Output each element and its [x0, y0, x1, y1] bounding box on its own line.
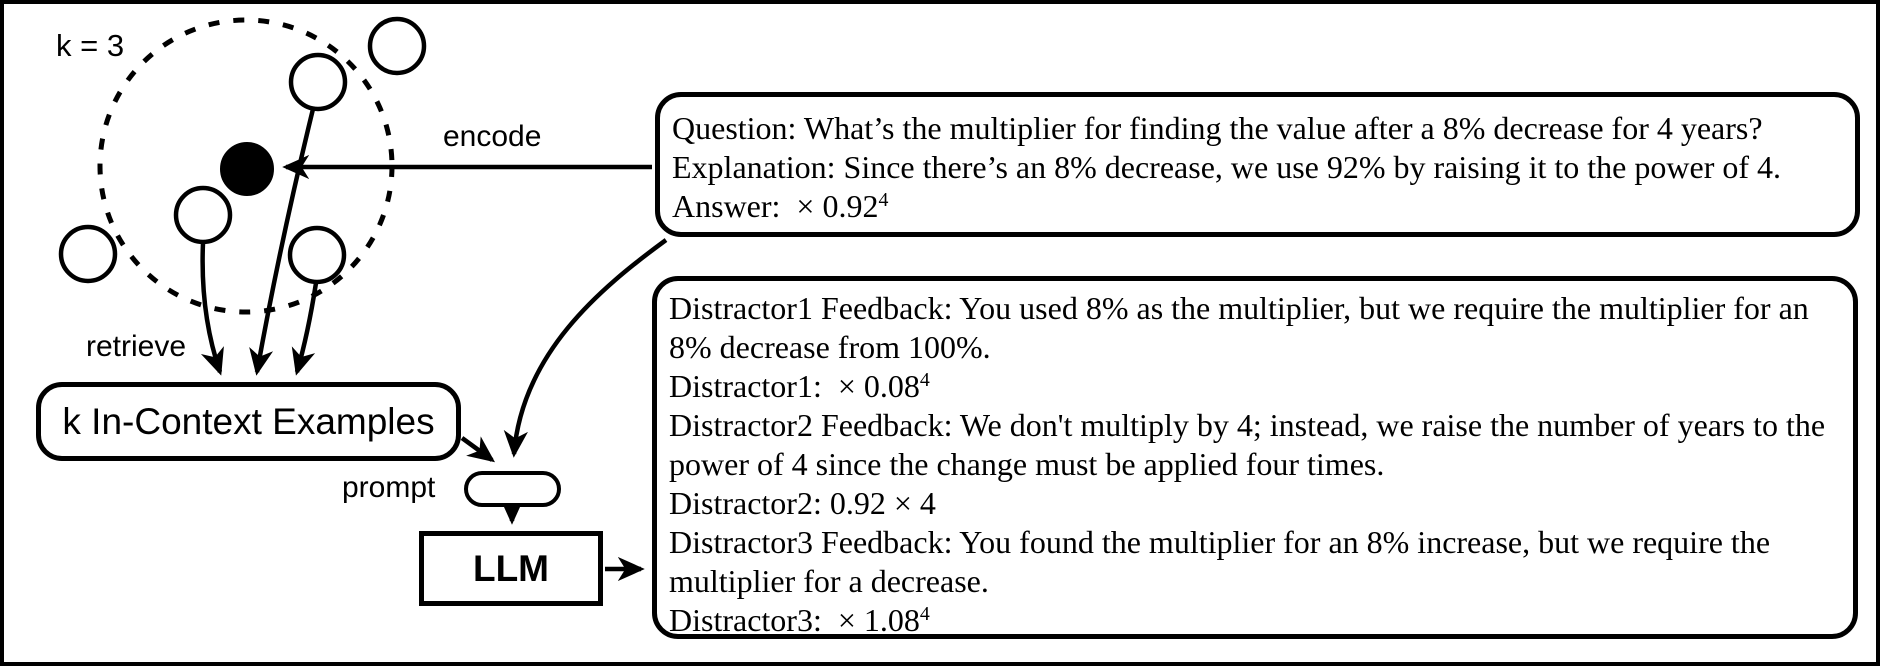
k-value-label: k = 3 [56, 28, 125, 63]
llm-box [419, 531, 603, 606]
answer-line: Answer: × $0.92^4$ [672, 188, 889, 224]
distractor1-feedback-line: Distractor1 Feedback: You used 8% as the multiplier, but we require the multiplier for an [669, 290, 1809, 326]
neighbor-point [290, 228, 344, 282]
question-to-prompt-arrow [514, 240, 666, 454]
distractor3-feedback-line: Distractor3 Feedback: You found the multiplier for an 8% increase, but we require the [669, 524, 1771, 560]
query-point [221, 143, 273, 195]
llm-label: LLM [472, 547, 550, 589]
distractor2-feedback-line: Distractor2 Feedback: We don't multiply by 4; instead, we raise the number of years to the [669, 407, 1826, 443]
question-line: Question: What’s the multiplier for finding the value after a 8% decrease for 4 years? [672, 110, 1763, 146]
encode-label: encode [443, 120, 542, 153]
distractor2-feedback-line: power of 4 since the change must be applied four times. [669, 446, 1385, 482]
distractor3-value-line: Distractor3: × $1.08^4$ [669, 602, 930, 638]
question-example-box [655, 92, 1860, 237]
outside-point [61, 227, 115, 281]
retrieve-arrow-3 [297, 283, 316, 372]
in-context-examples-box [36, 382, 461, 461]
neighbor-point [291, 55, 345, 109]
distractor1-feedback-line: 8% decrease from 100%. [669, 329, 991, 365]
explanation-line: Explanation: Since there’s an 8% decrease, we use 92% by raising it to the power of 4. [672, 149, 1781, 185]
distractor1-value-line: Distractor1: × $0.08^4$ [669, 368, 930, 404]
prompt-label: prompt [342, 471, 436, 504]
in-context-examples-label: k In-Context Examples [62, 400, 435, 442]
neighbor-point [176, 188, 230, 242]
distractor3-feedback-line: multiplier for a decrease. [669, 563, 989, 599]
distractor2-value-line: Distractor2: 0.92 × 4 [669, 485, 936, 521]
outside-point [370, 19, 424, 73]
prompt-pill [464, 471, 561, 507]
retrieve-label: retrieve [86, 330, 187, 363]
distractor-output-box [652, 276, 1858, 639]
examples-to-prompt-arrow [462, 438, 492, 460]
